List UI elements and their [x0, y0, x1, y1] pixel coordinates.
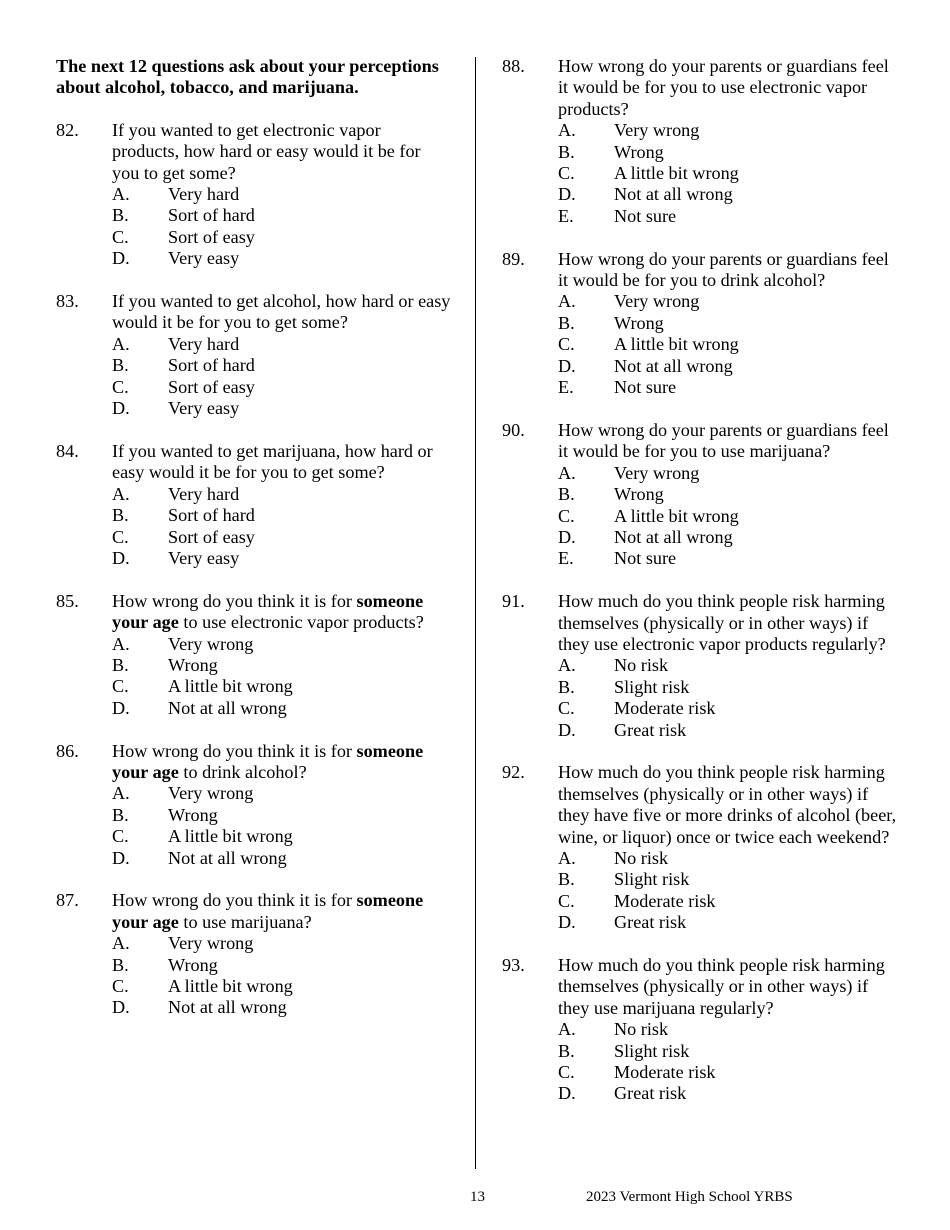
answer-option	[56, 783, 451, 804]
answer-option	[502, 720, 902, 741]
question-row	[502, 249, 902, 292]
option-text: Very easy	[168, 398, 240, 419]
option-letter: D.	[558, 184, 576, 205]
option-letter: C.	[112, 526, 129, 547]
question-row	[56, 890, 451, 933]
option-text: Very hard	[168, 483, 240, 504]
question-number: 89.	[502, 248, 525, 269]
question-text-part: If you wanted to get alcohol, how hard or easy would it be for you to get some?	[112, 291, 451, 333]
option-letter: D.	[112, 248, 130, 269]
question-text	[558, 249, 902, 292]
option-letter: B.	[558, 484, 575, 505]
answer-option	[56, 826, 451, 847]
question-84	[56, 441, 451, 569]
question-text-part: How wrong do your parents or guardians feel it would be for you to use marijuana?	[558, 419, 889, 462]
question-text	[112, 591, 451, 634]
answer-option	[502, 869, 902, 890]
question-number: 88.	[502, 56, 525, 76]
option-letter: C.	[558, 698, 575, 719]
answer-option	[56, 248, 451, 269]
answer-option	[56, 805, 451, 826]
option-letter: C.	[112, 975, 129, 996]
option-letter: D.	[558, 355, 576, 376]
answer-option	[502, 912, 902, 933]
answer-option	[56, 655, 451, 676]
option-letter: E.	[558, 548, 574, 569]
option-letter: D.	[558, 719, 576, 740]
option-text: Sort of hard	[168, 205, 255, 226]
answer-option	[502, 120, 902, 141]
option-text: Very wrong	[168, 933, 254, 954]
option-letter: A.	[558, 120, 576, 141]
answer-option	[56, 933, 451, 954]
option-letter: B.	[112, 205, 129, 226]
question-83	[56, 291, 451, 419]
answer-option	[502, 484, 902, 505]
answer-option	[56, 698, 451, 719]
option-text: Wrong	[168, 954, 218, 975]
option-letter: A.	[558, 655, 576, 676]
question-text	[558, 56, 902, 120]
option-text: Not at all wrong	[168, 997, 287, 1018]
option-text: A little bit wrong	[168, 676, 293, 697]
answer-option	[56, 227, 451, 248]
answer-option	[502, 206, 902, 227]
option-text: A little bit wrong	[168, 975, 293, 996]
option-letter: E.	[558, 377, 574, 398]
question-text-part: If you wanted to get electronic vapor products, how hard or easy would it be for you to get some?	[112, 119, 421, 183]
question-text	[558, 762, 902, 848]
answer-option	[502, 698, 902, 719]
question-text	[112, 441, 451, 484]
answer-option	[56, 527, 451, 548]
option-letter: D.	[558, 912, 576, 933]
question-row	[56, 741, 451, 784]
option-text: Great risk	[614, 719, 687, 740]
option-text: Very easy	[168, 547, 240, 568]
question-number: 84.	[56, 440, 79, 461]
question-emphasis: someone your age	[112, 890, 424, 932]
option-text: Not at all wrong	[168, 847, 287, 868]
answer-option	[56, 997, 451, 1018]
question-text-part: to use marijuana?	[178, 911, 312, 932]
answer-option	[502, 891, 902, 912]
option-letter: C.	[112, 676, 129, 697]
option-text: Not at all wrong	[614, 355, 733, 376]
option-text: Moderate risk	[614, 1062, 716, 1083]
option-text: Slight risk	[614, 1040, 690, 1061]
question-emphasis: someone your age	[112, 740, 424, 782]
option-text: No risk	[614, 847, 669, 868]
question-emphasis: someone your age	[112, 590, 424, 633]
answer-option	[56, 955, 451, 976]
option-letter: A.	[558, 462, 576, 483]
option-letter: B.	[112, 804, 129, 825]
question-text-part: How wrong do you think it is for	[112, 590, 357, 611]
option-letter: C.	[558, 1062, 575, 1083]
question-row	[56, 591, 451, 634]
option-text: Sort of hard	[168, 355, 255, 376]
option-text: Sort of easy	[168, 376, 255, 397]
option-text: A little bit wrong	[614, 334, 739, 355]
option-text: Wrong	[614, 312, 664, 333]
option-letter: B.	[558, 676, 575, 697]
left-column	[56, 56, 451, 1040]
answer-option	[56, 398, 451, 419]
question-text	[558, 955, 902, 1019]
option-letter: D.	[112, 997, 130, 1018]
option-letter: B.	[558, 141, 575, 162]
question-text-part: If you wanted to get marijuana, how hard or easy would it be for you to get some?	[112, 440, 433, 483]
option-text: Very hard	[168, 333, 240, 354]
option-text: Wrong	[614, 484, 664, 505]
answer-option	[502, 463, 902, 484]
answer-option	[502, 527, 902, 548]
question-85	[56, 591, 451, 719]
question-text-part: How wrong do your parents or guardians feel it would be for you to drink alcohol?	[558, 248, 889, 291]
option-letter: C.	[112, 376, 129, 397]
option-text: Sort of easy	[168, 226, 255, 247]
option-letter: C.	[558, 334, 575, 355]
option-text: A little bit wrong	[614, 505, 739, 526]
option-text: Not at all wrong	[168, 697, 287, 718]
question-row	[56, 291, 451, 334]
answer-option	[502, 1083, 902, 1104]
option-text: Slight risk	[614, 676, 690, 697]
question-row	[502, 762, 902, 848]
option-letter: D.	[112, 847, 130, 868]
right-column	[502, 56, 902, 1126]
option-letter: C.	[558, 505, 575, 526]
question-row	[56, 120, 451, 184]
option-letter: A.	[558, 291, 576, 312]
option-letter: D.	[112, 697, 130, 718]
option-text: Slight risk	[614, 869, 690, 890]
option-letter: D.	[112, 398, 130, 419]
question-row	[56, 441, 451, 484]
question-text-part: to drink alcohol?	[178, 761, 307, 782]
option-text: Moderate risk	[614, 890, 716, 911]
option-text: Not sure	[614, 548, 677, 569]
question-number: 82.	[56, 119, 79, 140]
option-letter: D.	[558, 1083, 576, 1104]
question-text-part: How much do you think people risk harming themselves (physically or in other ways) if they use marijuana regularly?	[558, 954, 885, 1018]
question-82	[56, 120, 451, 270]
option-text: Very wrong	[168, 783, 254, 804]
option-letter: B.	[112, 505, 129, 526]
option-letter: B.	[112, 954, 129, 975]
option-text: Wrong	[168, 804, 218, 825]
question-row	[502, 591, 902, 655]
option-letter: A.	[558, 847, 576, 868]
question-93	[502, 955, 902, 1105]
answer-option	[502, 377, 902, 398]
option-text: No risk	[614, 655, 669, 676]
option-text: A little bit wrong	[168, 826, 293, 847]
option-letter: B.	[558, 312, 575, 333]
option-letter: A.	[112, 933, 130, 954]
answer-option	[502, 334, 902, 355]
option-letter: A.	[112, 633, 130, 654]
option-text: Very hard	[168, 184, 240, 205]
question-text	[112, 120, 451, 184]
answer-option	[502, 848, 902, 869]
question-number: 90.	[502, 419, 525, 440]
option-text: Not sure	[614, 205, 677, 226]
option-letter: A.	[112, 333, 130, 354]
answer-option	[56, 548, 451, 569]
answer-option	[502, 356, 902, 377]
question-90	[502, 420, 902, 570]
option-text: Sort of easy	[168, 526, 255, 547]
question-87	[56, 890, 451, 1018]
option-text: Great risk	[614, 1083, 687, 1104]
question-text-part: How wrong do you think it is for	[112, 740, 357, 761]
option-text: Very wrong	[614, 462, 700, 483]
answer-option	[502, 142, 902, 163]
answer-option	[502, 506, 902, 527]
option-text: Very wrong	[614, 291, 700, 312]
answer-option	[56, 505, 451, 526]
left-question-list	[56, 120, 451, 1019]
answer-option	[56, 676, 451, 697]
question-row	[502, 56, 902, 120]
option-text: Not sure	[614, 377, 677, 398]
section-intro: The next 12 questions ask about your perceptions about alcohol, tobacco, and marijuana.	[56, 56, 439, 98]
question-text-part: How wrong do your parents or guardians feel it would be for you to use electronic vapor products?	[558, 56, 889, 119]
question-86	[56, 741, 451, 869]
option-letter: A.	[112, 184, 130, 205]
option-letter: C.	[112, 826, 129, 847]
answer-option	[56, 976, 451, 997]
question-number: 86.	[56, 740, 79, 761]
answer-option	[56, 334, 451, 355]
answer-option	[56, 355, 451, 376]
question-row	[502, 955, 902, 1019]
answer-option	[502, 184, 902, 205]
question-number: 85.	[56, 590, 79, 611]
right-question-list	[502, 56, 902, 1105]
option-letter: C.	[558, 163, 575, 184]
option-text: Moderate risk	[614, 698, 716, 719]
question-number: 83.	[56, 291, 79, 312]
question-text-part: How wrong do you think it is for	[112, 890, 357, 911]
question-92	[502, 762, 902, 933]
question-text-part: to use electronic vapor products?	[178, 612, 424, 633]
option-letter: E.	[558, 205, 574, 226]
question-text-part: How much do you think people risk harming themselves (physically or in other ways) if they have five or more drinks of alcohol (beer, wine, or liquor) once or twice each weekend?	[558, 762, 897, 847]
question-number: 92.	[502, 762, 525, 783]
option-text: Very wrong	[614, 120, 700, 141]
answer-option	[56, 377, 451, 398]
question-number: 91.	[502, 591, 525, 612]
option-text: Not at all wrong	[614, 184, 733, 205]
question-91	[502, 591, 902, 741]
option-letter: C.	[558, 890, 575, 911]
question-text	[112, 890, 451, 933]
option-text: Not at all wrong	[614, 526, 733, 547]
answer-option	[502, 1041, 902, 1062]
answer-option	[502, 655, 902, 676]
question-row	[502, 420, 902, 463]
question-number: 93.	[502, 954, 525, 975]
option-text: Wrong	[614, 141, 664, 162]
answer-option	[502, 313, 902, 334]
answer-option	[56, 848, 451, 869]
question-text	[112, 291, 451, 334]
option-letter: A.	[112, 783, 130, 804]
option-text: Sort of hard	[168, 505, 255, 526]
option-text: Wrong	[168, 654, 218, 675]
option-letter: D.	[112, 547, 130, 568]
answer-option	[56, 634, 451, 655]
option-letter: B.	[558, 869, 575, 890]
page-number: 13	[470, 1189, 485, 1205]
option-text: No risk	[614, 1019, 669, 1040]
option-letter: B.	[558, 1040, 575, 1061]
option-letter: D.	[558, 526, 576, 547]
question-text	[112, 741, 451, 784]
question-number: 87.	[56, 890, 79, 911]
option-letter: B.	[112, 355, 129, 376]
column-divider	[475, 57, 476, 1169]
answer-option	[502, 1062, 902, 1083]
option-letter: A.	[112, 483, 130, 504]
answer-option	[56, 484, 451, 505]
question-text	[558, 420, 902, 463]
option-letter: C.	[112, 226, 129, 247]
question-text-part: How much do you think people risk harming themselves (physically or in other ways) if they use electronic vapor products regularly?	[558, 591, 886, 654]
answer-option	[56, 205, 451, 226]
footer-title: 2023 Vermont High School YRBS	[586, 1189, 793, 1205]
answer-option	[502, 163, 902, 184]
answer-option	[502, 1019, 902, 1040]
answer-option	[502, 548, 902, 569]
option-text: Great risk	[614, 912, 687, 933]
option-text: A little bit wrong	[614, 163, 739, 184]
option-text: Very wrong	[168, 633, 254, 654]
question-text	[558, 591, 902, 655]
option-text: Very easy	[168, 248, 240, 269]
option-letter: A.	[558, 1019, 576, 1040]
question-88	[502, 56, 902, 227]
answer-option	[502, 291, 902, 312]
answer-option	[502, 677, 902, 698]
question-89	[502, 249, 902, 399]
answer-option	[56, 184, 451, 205]
option-letter: B.	[112, 654, 129, 675]
